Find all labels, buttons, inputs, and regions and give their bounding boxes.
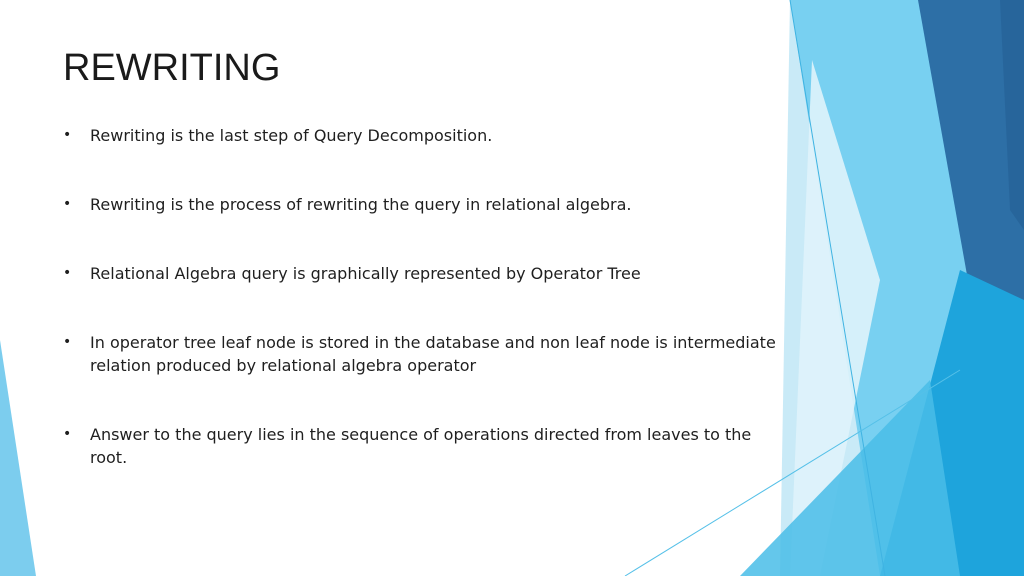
bullet-text: In operator tree leaf node is stored in the database and non leaf node is intermediate relation produced by relational algebra operator xyxy=(90,333,776,375)
bullet-item-2 xyxy=(63,193,783,216)
bullet-text: Rewriting is the last step of Query Decomposition. xyxy=(90,126,493,145)
bullet-dot-icon: • xyxy=(63,334,72,350)
bullet-list xyxy=(63,124,783,469)
bullet-dot-icon: • xyxy=(63,265,72,281)
bullet-item-3 xyxy=(63,262,783,285)
bullet-item-1 xyxy=(63,124,783,147)
left-edge-shape xyxy=(0,340,36,576)
bullet-item-4 xyxy=(63,331,783,377)
bullet-item-5 xyxy=(63,423,783,469)
bullet-text: Rewriting is the process of rewriting the query in relational algebra. xyxy=(90,195,632,214)
bullet-dot-icon: • xyxy=(63,196,72,212)
slide-title: REWRITING xyxy=(63,47,281,89)
bullet-dot-icon: • xyxy=(63,426,72,442)
bullet-dot-icon: • xyxy=(63,127,72,143)
bullet-text: Answer to the query lies in the sequence of operations directed from leaves to the root. xyxy=(90,425,752,467)
bullet-text: Relational Algebra query is graphically represented by Operator Tree xyxy=(90,264,641,283)
